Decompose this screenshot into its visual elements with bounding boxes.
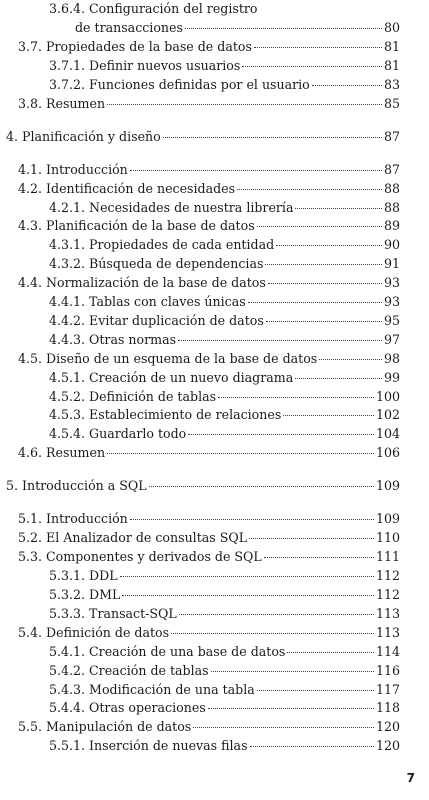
toc-entry <box>49 388 400 406</box>
dot-leader <box>218 397 374 398</box>
toc-entry <box>49 255 400 273</box>
dot-leader <box>283 415 374 416</box>
toc-entry <box>49 0 400 18</box>
dot-leader <box>287 652 374 653</box>
toc-entry-title: 4.5.2. Definición de tablas <box>49 388 217 404</box>
toc-entry-page: 93 <box>383 294 400 309</box>
dot-leader <box>188 434 374 435</box>
toc-entry-title: 5.3.3. Transact-SQL <box>49 605 177 621</box>
toc-entry <box>18 718 400 736</box>
toc-entry-title: 5.4.3. Modificación de una tabla <box>49 681 255 697</box>
toc-entry <box>49 199 400 217</box>
toc-entry-title: 5.5. Manipulación de datos <box>18 719 192 735</box>
dot-leader <box>179 614 374 615</box>
toc-entry-page: 104 <box>375 426 400 442</box>
toc-entry-title: 3.7. Propiedades de la base de datos <box>18 38 252 54</box>
toc-entry-title: 4.5.3. Establecimiento de relaciones <box>49 407 282 423</box>
toc-entry-page: 87 <box>383 161 400 177</box>
toc-entry-title: 5.2. El Analizador de consultas SQL <box>18 530 248 546</box>
toc-entry-page: 91 <box>383 256 400 272</box>
toc-entry <box>49 406 400 424</box>
toc-entry <box>49 369 400 387</box>
toc-entry-title: 5.3.2. DML <box>49 587 121 602</box>
dot-leader <box>257 690 374 691</box>
dot-leader <box>249 538 374 539</box>
dot-leader <box>266 321 382 322</box>
toc-entry-page: 112 <box>375 568 400 584</box>
toc-entry-title: 4.6. Resumen <box>18 445 106 461</box>
toc-entry-page: 109 <box>375 511 400 527</box>
toc-entry-title: 4.4. Normalización de la base de datos <box>18 275 266 291</box>
dot-leader <box>319 359 382 360</box>
toc-entry <box>6 128 400 146</box>
dot-leader <box>211 671 374 672</box>
dot-leader <box>193 727 374 728</box>
toc-entry <box>49 293 400 311</box>
toc-entry-page: 87 <box>383 128 400 144</box>
toc-entry-title: 3.7.2. Funciones definidas por el usuario <box>49 76 310 92</box>
toc-entry-title: 5.4.4. Otras operaciones <box>49 700 206 716</box>
toc-entry-page: 113 <box>375 624 400 640</box>
toc-entry-title: 4.3.2. Búsqueda de dependencias <box>49 256 264 272</box>
toc-entry <box>18 38 400 56</box>
toc-entry-page: 81 <box>383 38 400 54</box>
toc-entry-title: 4.3.1. Propiedades de cada entidad <box>49 237 275 253</box>
toc-entry-page: 83 <box>383 76 400 92</box>
toc-entry <box>18 274 400 292</box>
toc-entry <box>49 662 400 680</box>
toc-entry <box>18 529 400 547</box>
toc-entry-title: 5.5.1. Inserción de nuevas filas <box>49 738 248 754</box>
toc-entry-page: 106 <box>375 445 400 461</box>
toc-entry <box>49 312 400 330</box>
dot-leader <box>250 746 374 747</box>
toc-entry-page: 109 <box>375 478 400 494</box>
toc-entry <box>18 548 400 566</box>
dot-leader <box>120 576 374 577</box>
dot-leader <box>264 557 374 558</box>
toc-entry-title: 5.3.1. DDL <box>49 568 118 584</box>
toc-entry-title: 4.3. Planificación de la base de datos <box>18 218 255 234</box>
dot-leader <box>178 340 382 341</box>
toc-entry-title: 3.7.1. Definir nuevos usuarios <box>49 57 241 73</box>
toc-entry-title: 4.5.4. Guardarlo todo <box>49 426 187 442</box>
toc-entry-page: 88 <box>383 180 400 196</box>
toc-entry-page: 80 <box>383 19 400 35</box>
toc-entry <box>49 699 400 717</box>
toc-entry-page: 114 <box>375 643 400 659</box>
toc-entry <box>6 477 400 495</box>
dot-leader <box>130 170 382 171</box>
toc-entry-page: 102 <box>375 407 400 423</box>
toc-entry-page: 99 <box>383 369 400 385</box>
dot-leader <box>242 66 382 67</box>
toc-entry-page: 113 <box>375 605 400 621</box>
toc-entry <box>18 161 400 179</box>
toc-entry-title: 4. Planificación y diseño <box>6 128 161 144</box>
toc-entry-title: 5.3. Componentes y derivados de SQL <box>18 549 262 565</box>
toc-entry-title: 3.8. Resumen <box>18 95 106 111</box>
dot-leader <box>295 378 382 379</box>
toc-entry-page: 110 <box>375 530 400 546</box>
page-number: 7 <box>406 771 415 785</box>
toc-entry <box>75 19 400 37</box>
toc-entry <box>18 217 400 235</box>
toc-entry <box>49 605 400 623</box>
toc-entry-page: 85 <box>383 95 400 111</box>
toc-entry-page: 95 <box>383 312 400 328</box>
toc-entry-page: 89 <box>383 218 400 234</box>
toc-entry-page: 118 <box>375 700 400 716</box>
dot-leader <box>171 633 374 634</box>
dot-leader <box>208 708 374 709</box>
toc-entry <box>49 331 400 349</box>
dot-leader <box>237 189 382 190</box>
dot-leader <box>248 302 382 303</box>
toc-entry-page: 98 <box>383 350 400 366</box>
dot-leader <box>254 47 382 48</box>
toc-entry-title: 4.2. Identificación de necesidades <box>18 180 236 196</box>
dot-leader <box>276 245 382 246</box>
toc-entry <box>49 681 400 699</box>
toc-entry-title: de transacciones <box>75 19 183 35</box>
dot-leader <box>107 104 382 105</box>
dot-leader <box>265 264 382 265</box>
dot-leader <box>185 28 382 29</box>
dot-leader <box>257 226 382 227</box>
dot-leader <box>268 283 382 284</box>
toc-entry-page: 120 <box>375 738 400 754</box>
toc-entry-title: 5. Introducción a SQL <box>6 478 147 494</box>
toc-entry-title: 4.2.1. Necesidades de nuestra librería <box>49 199 294 215</box>
toc-entry-title: 4.5. Diseño de un esquema de la base de datos <box>18 350 318 366</box>
toc-entry <box>49 567 400 585</box>
toc-entry-title: 5.1. Introducción <box>18 511 128 527</box>
toc-entry <box>49 76 400 94</box>
toc-entry <box>49 236 400 254</box>
toc-entry <box>18 180 400 198</box>
toc-entry-page: 116 <box>375 662 400 678</box>
toc-entry-page: 97 <box>383 331 400 347</box>
toc-entry-title: 3.6.4. Configuración del registro <box>49 1 258 16</box>
toc-entry-page: 93 <box>383 275 400 291</box>
dot-leader <box>295 208 382 209</box>
toc-entry <box>18 444 400 462</box>
toc-entry-page: 117 <box>375 681 400 697</box>
dot-leader <box>149 486 374 487</box>
toc-entry <box>18 510 400 528</box>
toc-entry-page: 88 <box>383 199 400 215</box>
toc-entry <box>49 737 400 755</box>
toc-entry-title: 4.5.1. Creación de un nuevo diagrama <box>49 369 294 385</box>
toc-entry-title: 5.4. Definición de datos <box>18 624 170 640</box>
toc-entry-page: 100 <box>375 388 400 404</box>
dot-leader <box>122 595 374 596</box>
toc-entry-page: 90 <box>383 237 400 253</box>
toc-entry-title: 5.4.1. Creación de una base de datos <box>49 643 286 659</box>
dot-leader <box>107 453 374 454</box>
toc-entry-title: 4.4.2. Evitar duplicación de datos <box>49 312 264 328</box>
dot-leader <box>130 519 374 520</box>
dot-leader <box>163 137 382 138</box>
toc-entry <box>49 643 400 661</box>
toc-entry-page: 112 <box>375 587 400 602</box>
toc-entry <box>18 350 400 368</box>
dot-leader <box>312 85 382 86</box>
toc-entry <box>49 425 400 443</box>
toc-entry <box>18 624 400 642</box>
toc-entry <box>49 57 400 75</box>
toc-entry-title: 4.4.1. Tablas con claves únicas <box>49 294 246 309</box>
toc-entry-title: 4.1. Introducción <box>18 161 128 177</box>
toc-entry-page: 111 <box>375 549 400 565</box>
toc-entry-title: 4.4.3. Otras normas <box>49 331 177 347</box>
toc-entry-page: 81 <box>383 57 400 73</box>
toc-entry <box>49 586 400 604</box>
toc-entry-title: 5.4.2. Creación de tablas <box>49 662 209 678</box>
toc-entry <box>18 95 400 113</box>
toc-entry-page: 120 <box>375 719 400 735</box>
